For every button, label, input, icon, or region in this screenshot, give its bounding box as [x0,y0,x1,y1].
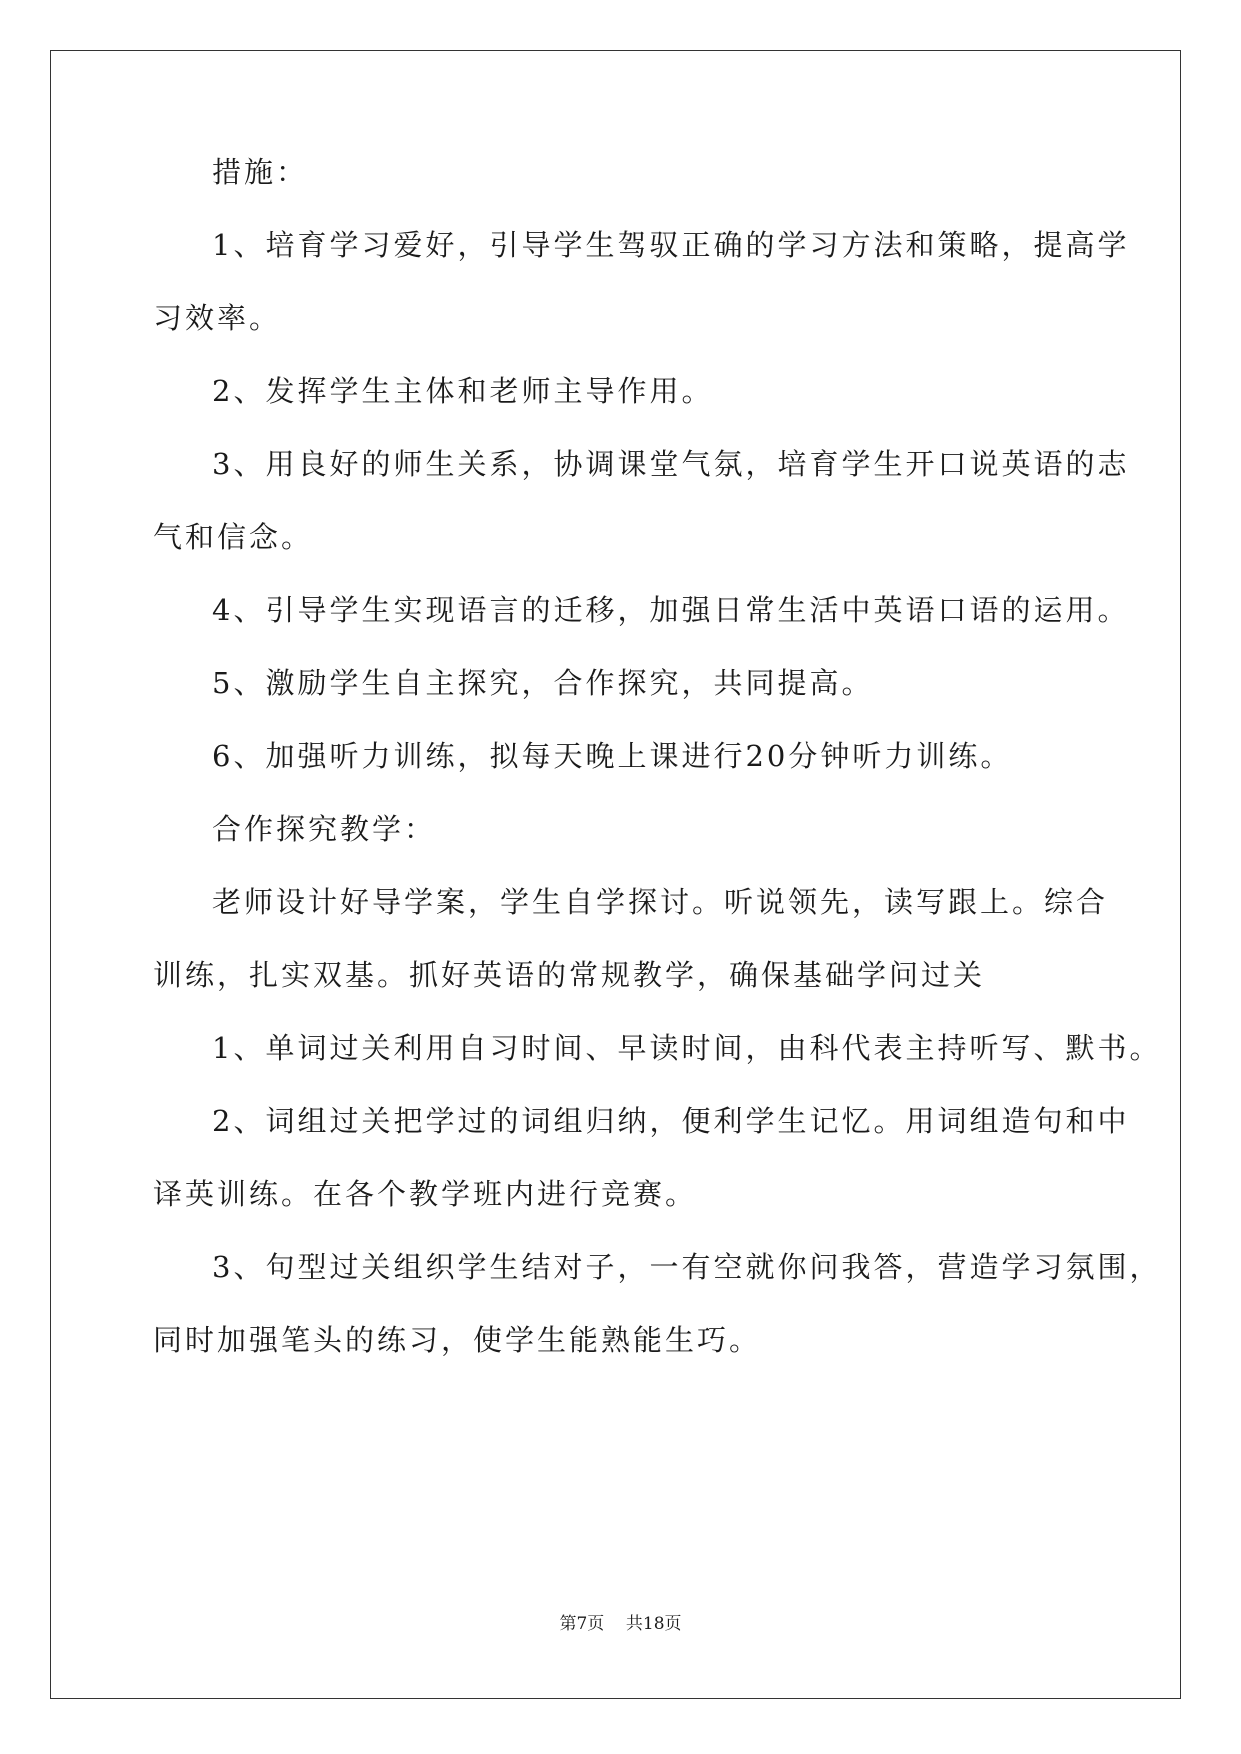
paragraph-line: 习效率。 [153,301,282,335]
paragraph-line: 2、发挥学生主体和老师主导作用。 [212,374,714,408]
paragraph-line: 2、词组过关把学过的词组归纳，便利学生记忆。用词组造句和中 [212,1104,1130,1138]
paragraph-line: 气和信念。 [153,520,314,554]
paragraph-line: 老师设计好导学案，学生自学探讨。听说领先，读写跟上。综合 [212,885,1109,919]
heading-cooperative-teaching: 合作探究教学： [212,812,437,846]
paragraph-line: 6、加强听力训练，拟每天晚上课进行20分钟听力训练。 [212,739,1013,773]
paragraph-line: 1、培育学习爱好，引导学生驾驭正确的学习方法和策略，提高学 [212,228,1130,262]
paragraph-line: 同时加强笔头的练习，使学生能熟能生巧。 [153,1323,762,1357]
page-number-label: 第7页 共18页 [559,1614,682,1634]
paragraph-line: 译英训练。在各个教学班内进行竞赛。 [153,1177,698,1211]
paragraph-line: 3、句型过关组织学生结对子，一有空就你问我答，营造学习氛围， [212,1250,1162,1284]
paragraph-line: 训练，扎实双基。抓好英语的常规教学，确保基础学问过关 [153,958,986,992]
heading-measures: 措施： [212,155,309,189]
page-number-footer [0,1612,1241,1636]
paragraph-line: 4、引导学生实现语言的迁移，加强日常生活中英语口语的运用。 [212,593,1130,627]
paragraph-line: 5、激励学生自主探究，合作探究，共同提高。 [212,666,874,700]
paragraph-line: 3、用良好的师生关系，协调课堂气氛，培育学生开口说英语的志 [212,447,1130,481]
paragraph-line: 1、单词过关利用自习时间、早读时间，由科代表主持听写、默书。 [212,1031,1162,1065]
